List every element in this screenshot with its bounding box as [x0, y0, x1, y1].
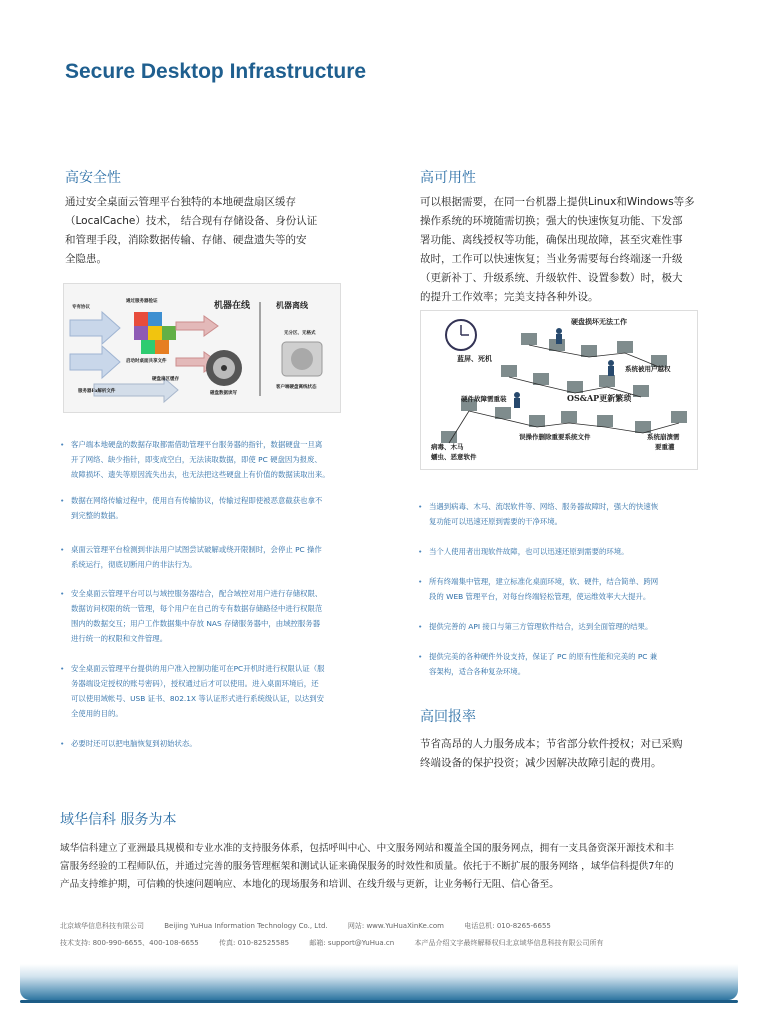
support-text: 技术支持: 800-990-6655、400-108-6655: [60, 939, 199, 947]
diagram-label: OS&AP更新繁琐: [567, 393, 632, 403]
diagram-label: 系统被用户越权: [625, 365, 671, 373]
page-title: Secure Desktop Infrastructure: [65, 60, 367, 83]
diagram-label: 客户端硬盘离线状态: [276, 385, 317, 390]
diagram-label: 启动时桌面共享文件: [126, 359, 167, 364]
diagram-label: 蠕虫、恶意软件: [431, 453, 477, 461]
diagram-label: 蓝屏、死机: [457, 354, 492, 363]
intro-line: 和管理手段，消除数据传输、存储、硬盘遗失等的安: [65, 234, 307, 246]
bullet-line: 到完整的数据。: [71, 511, 123, 520]
diagram-label: 磁盘数据读写: [210, 391, 237, 396]
service-text: [60, 840, 710, 894]
diagram-label: 硬件故障需重装: [461, 395, 507, 403]
bullet-item: [60, 542, 360, 572]
bullet-item: [418, 544, 718, 559]
diagram-label: 误操作删除重要系统文件: [519, 433, 591, 441]
bullet-line: • 桌面云管理平台检测到非法用户试图尝试破解或绕开限制时，会停止 PC 操作: [71, 545, 322, 554]
bullet-line: 故障损坏、遗失等原因流失出去，也无法把这些硬盘上有价值的数据读取出来。: [71, 470, 330, 479]
service-line: 富服务经验的工程师队伍，并通过完善的服务管理框架和测试认证来确保服务的时效性和质量。依托于不断扩展的服务网络 ，域华信科提供7年的: [60, 861, 674, 872]
intro-line: （更新补丁、升级系统、升级软件、设置参数）时，极大: [420, 272, 683, 284]
diagram-label: 硬盘损坏无法工作: [571, 317, 627, 326]
company-name-en: Beijing YuHua Information Technology Co., Ltd.: [164, 922, 328, 930]
availability-bullet-list: [418, 499, 718, 679]
bullet-line: • 客户端本地硬盘的数据存取都需借助管理平台服务器的指针，数据硬盘一旦离: [71, 440, 323, 449]
diagram-label: 病毒、木马: [431, 443, 464, 451]
diagram-label: 系统崩溃需: [647, 433, 680, 441]
bullet-item: [418, 574, 718, 604]
intro-line: 的提升工作效率；完美支持各种外设。: [420, 291, 599, 303]
bullet-line: 段的 WEB 管理平台，对每台终端轻松管理，使运维效率大大提升。: [429, 592, 651, 601]
footer-row-2: [60, 938, 621, 948]
heading-high-security: 高安全性: [65, 170, 121, 186]
footer-gradient-band: [20, 964, 738, 1000]
diagram-label: 硬盘扇区缓存: [152, 377, 179, 382]
bullet-item: [60, 736, 360, 751]
bullet-line: 进行统一的权限和文件管理。: [71, 634, 168, 643]
bullet-line: • 提供完善的 API 接口与第三方管理软件结合，达到全面管理的结果。: [429, 622, 653, 631]
bullet-line: • 安全桌面云管理平台可以与域控服务器结合，配合域控对用户进行存储权限、: [71, 589, 323, 598]
failure-scenarios-svg: [421, 311, 697, 469]
bullet-line: 全使用的目的。: [71, 709, 123, 718]
bullet-line: • 数据在网络传输过程中，使用自有传输协议，传输过程即使被恶意截获也拿不: [71, 496, 323, 505]
bullet-line: 复功能可以迅速还原到需要的干净环境。: [429, 517, 563, 526]
label-offline: 机器离线: [276, 300, 308, 310]
intro-line: 可以根据需要，在同一台机器上提供Linux和Windows等多: [420, 196, 695, 208]
diagram-label: 服务器Fa解析文件: [78, 389, 116, 394]
diagram-label: 通过服务器验证: [126, 299, 158, 304]
roi-line: 节省高昂的人力服务成本；节省部分软件授权；对已采购: [420, 738, 683, 750]
bullet-item: [418, 619, 718, 634]
bullet-item: [60, 493, 360, 523]
heading-high-availability: 高可用性: [420, 170, 476, 186]
bullet-item: [60, 661, 360, 721]
diagram-label: 要重灌: [655, 443, 675, 451]
diagram-label: 专有协议: [72, 305, 90, 310]
bullet-line: • 安全桌面云管理平台提供的用户准入控制功能可在PC开机时进行权限认证（服: [71, 664, 325, 673]
bullet-line: 系统运行，彻底切断用户的非法行为。: [71, 560, 197, 569]
security-intro: [65, 193, 365, 269]
bullet-line: 数据访问权限的统一管理，每个用户在自己的专有数据存储路径中进行权限范: [71, 604, 323, 613]
localcache-diagram-svg: [64, 284, 340, 412]
label-online: 机器在线: [214, 301, 251, 311]
roi-text: [420, 735, 720, 773]
copyright-text: 本产品介绍文字最终解释权归北京域华信息科技有限公司所有: [414, 939, 604, 947]
heading-high-roi: 高回报率: [420, 709, 476, 725]
bullet-item: [60, 437, 360, 482]
intro-line: 全隐患。: [65, 253, 107, 265]
service-line: 域华信科建立了亚洲最具规模和专业水准的支持服务体系，包括呼叫中心、中文服务网站和覆盖全国的服务网点，拥有一支具备资深开源技术和丰: [60, 843, 674, 854]
intro-line: 通过安全桌面云管理平台独特的本地硬盘扇区缓存: [65, 196, 296, 208]
service-line: 产品支持维护期，可信赖的快速问题响应、本地化的现场服务和培训、在线升级与更新，让业务畅行无阻、信心备至。: [60, 879, 559, 890]
email-text: 邮箱: support@YuHua.cn: [309, 939, 395, 947]
bullet-line: 围内的数据交互；用户工作数据集中存放 NAS 存储服务器中，由域控服务器: [71, 619, 321, 628]
intro-line: 署功能、离线授权等功能，确保出现故障，甚至灾难性事: [420, 234, 683, 246]
bullet-line: • 当个人使用者出现软件故障，也可以迅速还原到需要的环境。: [429, 547, 629, 556]
intro-line: 故时，工作可以快速恢复；当业务需要每台终端逐一升级: [420, 253, 683, 265]
intro-line: （LocalCache）技术， 结合现有存储设备、身份认证: [65, 215, 318, 227]
intro-line: 操作系统的环境随需切换；强大的快速恢复功能、下发部: [420, 215, 683, 227]
footer-accent-line: [20, 1000, 738, 1003]
security-bullet-list: [60, 437, 360, 751]
diagram-label: 无分区、无格式: [284, 331, 316, 336]
failure-scenarios-diagram: [420, 310, 698, 470]
bullet-item: [418, 649, 718, 679]
company-name-cn: 北京域华信息科技有限公司: [60, 922, 144, 930]
bullet-item: [60, 586, 360, 646]
bullet-line: 务器端设定授权的账号密码），授权通过后才可以使用。进入桌面环境后，还: [71, 679, 319, 688]
bullet-line: 开了网络、缺少指针，即变成空白，无法读取数据，即使 PC 硬盘因为报废、: [71, 455, 322, 464]
footer-row-1: [60, 921, 569, 931]
website-text: 网站: www.YuHuaXinKe.com: [347, 922, 444, 930]
bullet-line: • 当遇到病毒、木马、流氓软件等、网络、服务器故障时，强大的快速恢: [429, 502, 659, 511]
bullet-line: • 提供完美的各种硬件外设支持，保证了 PC 的原有性能和完美的 PC 兼: [429, 652, 658, 661]
fax-text: 传真: 010-82525585: [219, 939, 290, 947]
bullet-line: 可以使用域帐号、USB 证书、802.1X 等认证形式进行系统级认证，以达到安: [71, 694, 325, 703]
bullet-line: • 必要时还可以把电脑恢复到初始状态。: [71, 739, 197, 748]
phone-text: 电话总机: 010-8265-6655: [464, 922, 551, 930]
localcache-diagram: [63, 283, 341, 413]
availability-intro: [420, 193, 720, 307]
heading-service: 域华信科 服务为本: [60, 812, 177, 828]
bullet-item: [418, 499, 718, 529]
bullet-line: 容架构，适合各种复杂环境。: [429, 667, 526, 676]
roi-line: 终端设备的保护投资；减少因解决故障引起的费用。: [420, 757, 662, 769]
bullet-line: • 所有终端集中管理，建立标准化桌面环境，软、硬件，结合简单、跨网: [429, 577, 659, 586]
